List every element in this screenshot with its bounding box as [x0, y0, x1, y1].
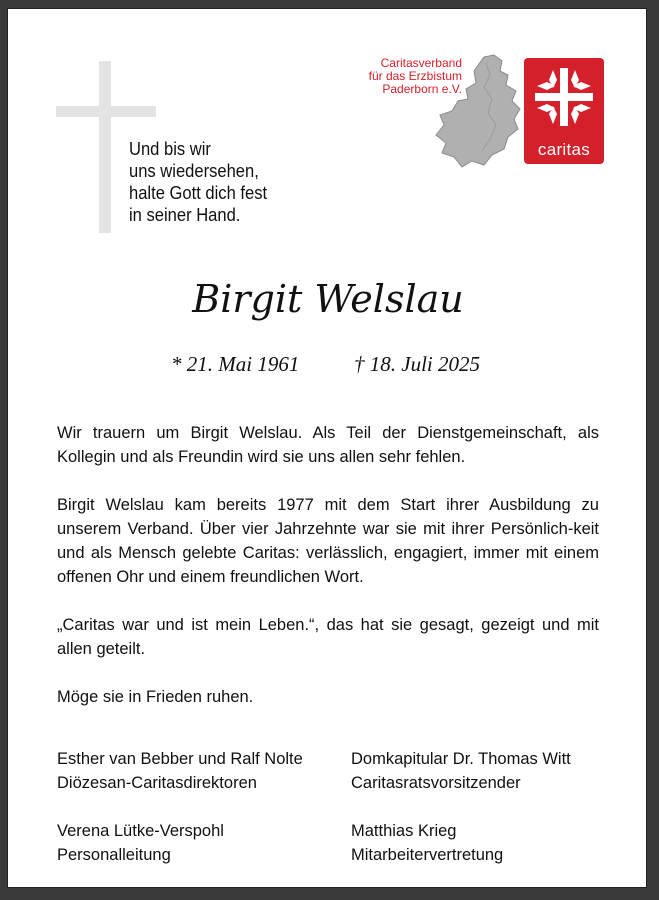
signature-block: [57, 819, 224, 867]
signatory-name: Matthias Krieg: [351, 822, 457, 840]
signatory-role: Diözesan-Caritasdirektoren: [57, 774, 257, 792]
verse-line: halte Gott dich fest: [129, 183, 268, 203]
org-line: Caritasverband: [380, 56, 462, 70]
signatory-name: Domkapitular Dr. Thomas Witt: [351, 750, 571, 768]
cross-icon-bar: [56, 106, 156, 117]
org-line: für das Erzbistum: [368, 69, 462, 83]
death-date: † 18. Juli 2025: [354, 352, 480, 376]
cross-icon: [99, 61, 111, 233]
bible-verse: [129, 138, 267, 226]
paragraph: Wir trauern um Birgit Welslau. Als Teil der Dienstgemeinschaft, als Kollegin und als Freundin wird sie uns allen sehr fehlen.: [57, 424, 599, 466]
caritas-flame-cross-icon: [533, 66, 595, 128]
deceased-name: Birgit Welslau: [192, 277, 464, 321]
signature-block: [57, 747, 303, 795]
signatory-role: Personalleitung: [57, 846, 171, 864]
signatory-name: Verena Lütke-Verspohl: [57, 822, 224, 840]
birth-date: * 21. Mai 1961: [171, 352, 300, 376]
verse-line: in seiner Hand.: [129, 205, 241, 225]
signatory-role: Mitarbeitervertretung: [351, 846, 504, 864]
signatory-role: Caritasratsvorsitzender: [351, 774, 521, 792]
paragraph: Birgit Welslau kam bereits 1977 mit dem Start ihrer Ausbildung zu unserem Verband. Über vier Jahrzehnte war sie mit ihrer Persönlich-keit und als Mensch gelebte Caritas: verlässlich, engagiert, immer mit einem offenen Ohr und einem freundlichen Wort.: [57, 496, 599, 586]
caritas-logo: [524, 58, 604, 164]
signature-block: [351, 819, 503, 867]
signatory-name: Esther van Bebber und Ralf Nolte: [57, 750, 303, 768]
verse-line: Und bis wir: [129, 139, 211, 159]
paragraph: „Caritas war und ist mein Leben.“, das hat sie gesagt, gezeigt und mit allen geteilt.: [57, 616, 599, 658]
closing-line: Möge sie in Frieden ruhen.: [57, 688, 254, 706]
signature-block: [351, 747, 571, 795]
org-line: Paderborn e.V.: [382, 82, 462, 96]
obituary-notice: [7, 8, 647, 888]
diocese-map-icon: [432, 53, 522, 169]
caritas-wordmark: caritas: [537, 140, 591, 159]
verse-line: uns wiedersehen,: [129, 161, 259, 181]
